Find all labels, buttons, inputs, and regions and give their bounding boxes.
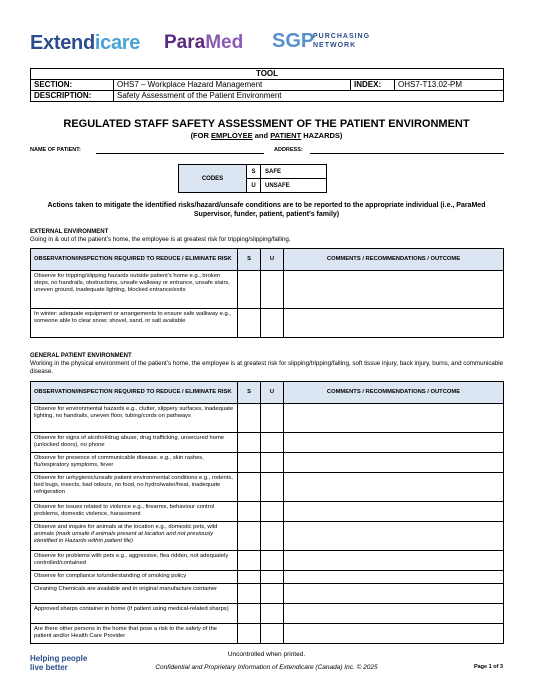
patient-name-field[interactable] (96, 153, 264, 154)
codes-legend (178, 164, 327, 193)
description-value: Safety Assessment of the Patient Environment (114, 91, 504, 102)
comments-cell[interactable] (284, 473, 504, 502)
code-s-meaning: SAFE (261, 165, 327, 179)
observation-cell: Observe for issues related to violence e.g., firearms, behaviour control problems, domestic violence, harassment (31, 502, 238, 522)
observation-cell: Observe for problems with pets e.g., aggressive, flea ridden, not adequately controlled/contained (31, 551, 238, 571)
table-row (31, 271, 504, 309)
index-value: OHS7-T13.02-PM (395, 80, 504, 91)
page-title: REGULATED STAFF SAFETY ASSESSMENT OF THE PATIENT ENVIRONMENT (63, 118, 470, 130)
s-checkbox-cell[interactable] (238, 551, 261, 571)
u-checkbox-cell[interactable] (261, 433, 284, 453)
observation-cell: Observe for presence of communicable disease. e.g., skin rashes, flu/respiratory symptoms, fever (31, 453, 238, 473)
u-checkbox-cell[interactable] (261, 522, 284, 551)
u-checkbox-cell[interactable] (261, 551, 284, 571)
u-checkbox-cell[interactable] (261, 453, 284, 473)
table-row (31, 584, 504, 604)
s-checkbox-cell[interactable] (238, 309, 261, 338)
confidential-notice: Confidential and Proprietary Information of Extendicare (Canada) Inc. © 2025 (155, 664, 378, 671)
observation-cell: Observe for unhygienic/unsafe patient environmental conditions e.g., rodents, bed bugs, insects, bad odours, no food, no hydro/water/heat, inadequate refrigeration (31, 473, 238, 502)
code-u: U (247, 179, 261, 193)
table-row (31, 404, 504, 433)
logo-bar (30, 28, 510, 58)
subtitle-suffix: HAZARDS) (301, 131, 343, 140)
comments-cell[interactable] (284, 309, 504, 338)
comments-cell[interactable] (284, 502, 504, 522)
section-value: OHS7 – Workplace Hazard Management (114, 80, 351, 91)
observation-cell: Approved sharps container in home (if patient using medical-related sharps) (31, 604, 238, 624)
u-checkbox-cell[interactable] (261, 624, 284, 644)
s-checkbox-cell[interactable] (238, 433, 261, 453)
actions-note: Actions taken to mitigate the identified risks/hazard/unsafe conditions are to be reported to the appropriate individual (i.e., ParaMed Supervisor, funder, patient, patient’s family) (47, 202, 486, 218)
s-checkbox-cell[interactable] (238, 604, 261, 624)
u-checkbox-cell[interactable] (261, 502, 284, 522)
extendicare-logo-part-2: icare (94, 32, 141, 54)
comments-cell[interactable] (284, 271, 504, 309)
s-checkbox-cell[interactable] (238, 404, 261, 433)
paramed-logo-part-2: Med (205, 32, 244, 53)
table-row (31, 522, 504, 551)
external-environment-table (30, 248, 504, 338)
index-label: INDEX: (351, 80, 395, 91)
comments-cell[interactable] (284, 404, 504, 433)
observation-cell: Are there other persons in the home that pose a risk to the safety of the patient and/or Health Care Provider (31, 624, 238, 644)
general-environment-text: Working in the physical environment of the patient’s home, the employee is at greatest risk for slipping/tripping/falling, soft tissue injury, back injury, burns, and communicable disease. (30, 360, 504, 375)
comments-cell[interactable] (284, 624, 504, 644)
s-checkbox-cell[interactable] (238, 624, 261, 644)
s-checkbox-cell[interactable] (238, 271, 261, 309)
subtitle-employee: EMPLOYEE (210, 131, 253, 140)
page-subtitle (0, 131, 533, 140)
address-field[interactable] (310, 153, 504, 154)
u-checkbox-cell[interactable] (261, 584, 284, 604)
s-column-header: S (238, 249, 261, 271)
comments-cell[interactable] (284, 604, 504, 624)
table-row (31, 433, 504, 453)
paramed-logo (164, 32, 243, 54)
subtitle-and: and (252, 131, 271, 140)
sgp-logo-line-1: PURCHASING (313, 33, 371, 40)
table-row (31, 604, 504, 624)
general-environment-table (30, 381, 504, 644)
observation-column-header: OBSERVATION/INSPECTION REQUIRED TO REDUCE / ELIMINATE RISK (31, 249, 238, 271)
address-label: ADDRESS: (274, 147, 303, 153)
description-label: DESCRIPTION: (31, 91, 114, 102)
document-header-table (30, 68, 504, 102)
page-number: Page 1 of 3 (473, 664, 503, 670)
sgp-logo-line-2: NETWORK (313, 42, 357, 49)
code-u-meaning: UNSAFE (261, 179, 327, 193)
external-environment-text: Going in & out of the patient’s home, the employee is at greatest risk for tripping/slipping/falling. (30, 236, 291, 243)
s-checkbox-cell[interactable] (238, 522, 261, 551)
comments-column-header: COMMENTS / RECOMMENDATIONS / OUTCOME (284, 382, 504, 404)
extendicare-logo (30, 32, 140, 55)
s-column-header: S (238, 382, 261, 404)
s-checkbox-cell[interactable] (238, 453, 261, 473)
extendicare-logo-part-1: Extend (30, 32, 95, 54)
slogan-line-1: Helping people (30, 654, 88, 663)
comments-cell[interactable] (284, 551, 504, 571)
patient-name-label: NAME OF PATIENT: (30, 147, 81, 153)
comments-cell[interactable] (284, 453, 504, 473)
general-environment-heading: GENERAL PATIENT ENVIRONMENT (30, 353, 132, 359)
comments-column-header: COMMENTS / RECOMMENDATIONS / OUTCOME (284, 249, 504, 271)
observation-cell: Cleaning Chemicals are available and in original manufacture container (31, 584, 238, 604)
subtitle-prefix: (FOR (190, 131, 211, 140)
observation-cell: Observe for environmental hazards e.g., clutter, slippery surfaces, inadequate lighting, no handrails, uneven floor, tubing/cords on pathways (31, 404, 238, 433)
u-checkbox-cell[interactable] (261, 571, 284, 584)
u-checkbox-cell[interactable] (261, 404, 284, 433)
u-column-header: U (261, 249, 284, 271)
s-checkbox-cell[interactable] (238, 584, 261, 604)
tool-label: TOOL (31, 69, 504, 80)
observation-cell: Observe for signs of alcohol/drug abuse, drug trafficking, unsecured home (unlocked doors), no phone (31, 433, 238, 453)
comments-cell[interactable] (284, 433, 504, 453)
uncontrolled-note: Uncontrolled when printed. (227, 651, 306, 658)
u-checkbox-cell[interactable] (261, 309, 284, 338)
s-checkbox-cell[interactable] (238, 502, 261, 522)
u-column-header: U (261, 382, 284, 404)
external-environment-heading: EXTERNAL ENVIRONMENT (30, 229, 109, 235)
table-row (31, 551, 504, 571)
observation-cell: In winter: adequate equipment or arrangements to ensure safe walkway e.g., someone able to clear snow; shovel, sand, or salt available (31, 309, 238, 338)
table-row (31, 624, 504, 644)
u-checkbox-cell[interactable] (261, 473, 284, 502)
subtitle-patient: PATIENT (270, 131, 302, 140)
code-s: S (247, 165, 261, 179)
sgp-logo-mark: SGP (272, 30, 315, 52)
comments-cell[interactable] (284, 522, 504, 551)
observation-cell: Observe for compliance to/understanding of smoking policy (31, 571, 238, 584)
table-row (31, 309, 504, 338)
observation-cell (31, 522, 238, 551)
s-checkbox-cell[interactable] (238, 473, 261, 502)
animals-row-text: Observe and inquire for animals at the location e.g., domestic pets, wild animals (34, 524, 218, 537)
slogan-line-2: live better (30, 663, 68, 672)
table-row (31, 473, 504, 502)
comments-cell[interactable] (284, 571, 504, 584)
table-row (31, 502, 504, 522)
u-checkbox-cell[interactable] (261, 604, 284, 624)
table-row (31, 453, 504, 473)
section-label: SECTION: (31, 80, 114, 91)
u-checkbox-cell[interactable] (261, 271, 284, 309)
table-row (31, 571, 504, 584)
observation-column-header: OBSERVATION/INSPECTION REQUIRED TO REDUCE / ELIMINATE RISK (31, 382, 238, 404)
comments-cell[interactable] (284, 584, 504, 604)
observation-cell: Observe for tripping/slipping hazards outside patient’s home e.g., broken steps, no handrails, obstructions, unsafe walkway or entrance, unsafe stairs, uneven ground, inadequate lighting, blocked entrance/exits (31, 271, 238, 309)
s-checkbox-cell[interactable] (238, 571, 261, 584)
paramed-logo-part-1: Para (164, 32, 206, 53)
codes-label: CODES (179, 165, 247, 193)
animals-row-italic-note: (mark unsafe if animals present at location and not previously identified in Hazards within patient file) (34, 531, 214, 544)
